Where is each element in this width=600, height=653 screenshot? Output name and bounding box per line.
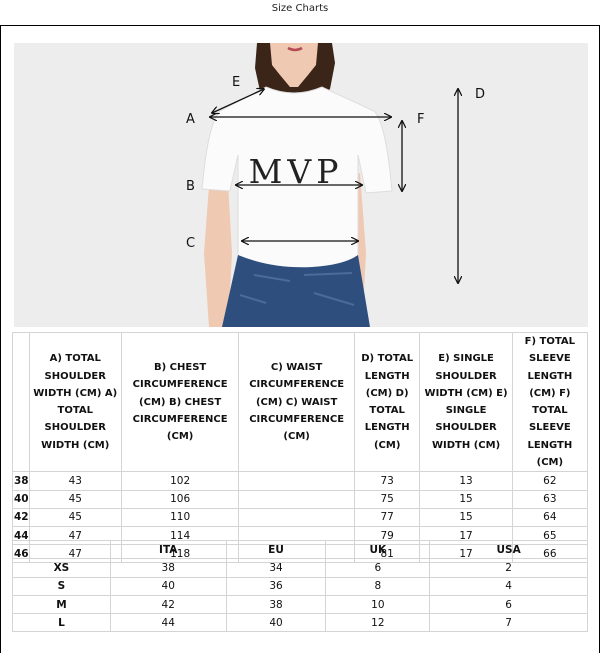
size-conversion-table (12, 540, 588, 632)
label-b: B (186, 179, 195, 194)
table-cell: 44 (110, 614, 226, 632)
size-cell: 46 (13, 545, 30, 563)
table-cell: 17 (420, 545, 512, 563)
table-cell (239, 490, 355, 508)
table-cell: 17 (420, 526, 512, 544)
table-cell: 38 (226, 595, 326, 613)
table-cell: 47 (29, 545, 121, 563)
header-size (13, 333, 30, 472)
size-guide-figure (14, 43, 588, 327)
table-cell: 47 (29, 526, 121, 544)
table-row (13, 595, 588, 613)
size-cell: 40 (13, 490, 30, 508)
measurements-table (12, 332, 588, 563)
table-row (13, 508, 588, 526)
table-cell: 2 (430, 559, 588, 577)
table-cell: 42 (110, 595, 226, 613)
window-title: Size Charts (271, 3, 329, 14)
table-cell: 10 (326, 595, 430, 613)
table-cell: 6 (430, 595, 588, 613)
table-cell: 118 (121, 545, 238, 563)
header-ita: ITA (110, 541, 226, 559)
table-cell: 15 (420, 508, 512, 526)
size-cell: 44 (13, 526, 30, 544)
table-cell: 4 (430, 577, 588, 595)
size-cell: S (13, 577, 111, 595)
table-cell: 36 (226, 577, 326, 595)
table-cell: 65 (512, 526, 587, 544)
measurements-header-row (13, 333, 588, 472)
table-cell: 12 (326, 614, 430, 632)
header-total-shoulder-width: A) TOTAL SHOULDER WIDTH (CM) A) TOTAL SHOULDER WIDTH (CM) (29, 333, 121, 472)
table-cell: 79 (354, 526, 420, 544)
header-chest-circumference: B) CHEST CIRCUMFERENCE (CM) B) CHEST CIRCUMFERENCE (CM) (121, 333, 238, 472)
table-cell: 102 (121, 472, 238, 490)
table-cell: 38 (110, 559, 226, 577)
table-cell: 40 (226, 614, 326, 632)
table-cell: 110 (121, 508, 238, 526)
table-cell: 40 (110, 577, 226, 595)
table-cell: 6 (326, 559, 430, 577)
tshirt-print: MVP (248, 152, 344, 191)
table-cell: 8 (326, 577, 430, 595)
table-cell: 75 (354, 490, 420, 508)
header-total-length: D) TOTAL LENGTH (CM) D) TOTAL LENGTH (CM) (354, 333, 420, 472)
header-single-shoulder-width: E) SINGLE SHOULDER WIDTH (CM) E) SINGLE SHOULDER WIDTH (CM) (420, 333, 512, 472)
header-blank (13, 541, 111, 559)
size-cell: 38 (13, 472, 30, 490)
table-cell: 45 (29, 490, 121, 508)
table-cell: 77 (354, 508, 420, 526)
table-cell: 63 (512, 490, 587, 508)
table-cell: 81 (354, 545, 420, 563)
size-cell: M (13, 595, 111, 613)
table-cell: 45 (29, 508, 121, 526)
label-a: A (186, 112, 195, 127)
window-border-left (0, 26, 1, 653)
table-cell (239, 472, 355, 490)
table-cell: 66 (512, 545, 587, 563)
header-total-sleeve-length: F) TOTAL SLEEVE LENGTH (CM) F) TOTAL SLEEVE LENGTH (CM) (512, 333, 587, 472)
table-cell: 73 (354, 472, 420, 490)
size-cell: XS (13, 559, 111, 577)
size-cell: 42 (13, 508, 30, 526)
conversion-header-row (13, 541, 588, 559)
table-row (13, 559, 588, 577)
measurement-illustration (14, 43, 588, 327)
table-cell: 62 (512, 472, 587, 490)
table-cell: 7 (430, 614, 588, 632)
table-cell: 106 (121, 490, 238, 508)
header-eu: EU (226, 541, 326, 559)
label-c: C (186, 236, 196, 251)
table-cell: 34 (226, 559, 326, 577)
window-title-bar (0, 0, 600, 26)
size-cell: L (13, 614, 111, 632)
table-row (13, 472, 588, 490)
table-cell: 13 (420, 472, 512, 490)
table-cell: 43 (29, 472, 121, 490)
table-row (13, 577, 588, 595)
label-f: F (417, 112, 425, 127)
header-usa: USA (430, 541, 588, 559)
table-cell: 64 (512, 508, 587, 526)
table-cell: 114 (121, 526, 238, 544)
table-cell (239, 508, 355, 526)
header-waist-circumference: C) WAIST CIRCUMFERENCE (CM) C) WAIST CIRCUMFERENCE (CM) (239, 333, 355, 472)
header-uk: UK (326, 541, 430, 559)
table-cell: 15 (420, 490, 512, 508)
label-d: D (475, 87, 486, 102)
label-e: E (232, 75, 241, 90)
table-row (13, 490, 588, 508)
table-row (13, 614, 588, 632)
